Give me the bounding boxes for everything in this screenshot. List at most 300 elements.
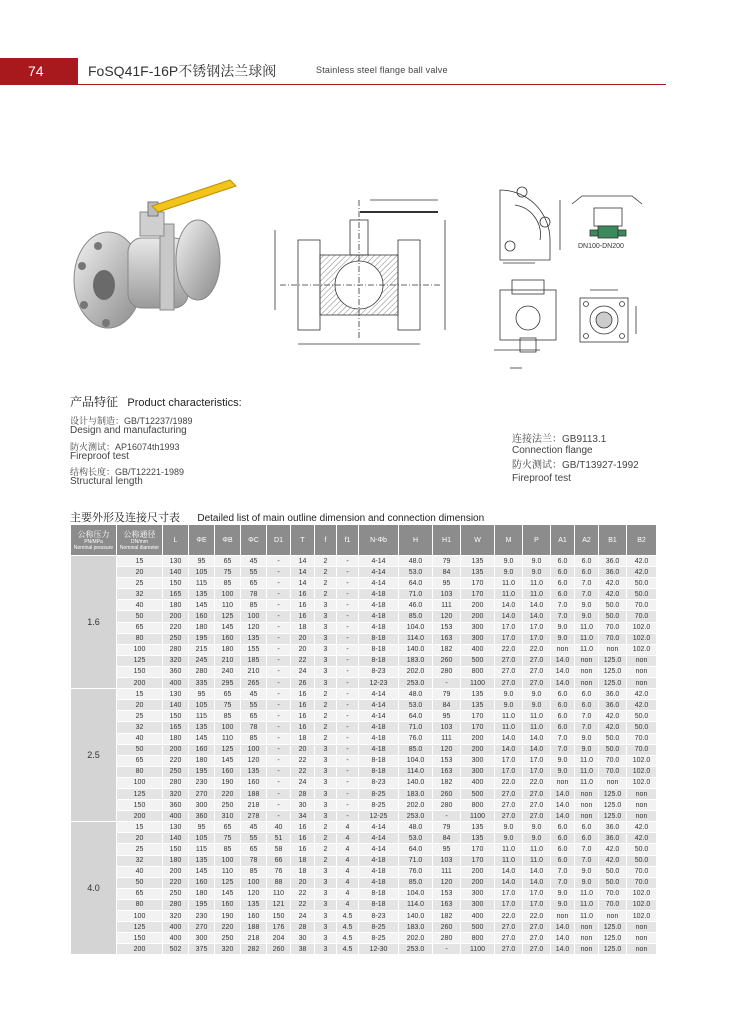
table-cell: 14.0 bbox=[523, 744, 551, 755]
table-cell: - bbox=[267, 777, 291, 788]
table-cell: 1100 bbox=[461, 678, 495, 689]
table-cell: 70.0 bbox=[627, 877, 657, 888]
table-cell: 17.0 bbox=[523, 633, 551, 644]
table-row bbox=[71, 877, 657, 888]
table-cell: non bbox=[575, 800, 599, 811]
header-rule bbox=[78, 84, 666, 85]
diameter-cell: 150 bbox=[117, 800, 163, 811]
table-cell: 28 bbox=[291, 788, 315, 799]
table-cell: 500 bbox=[461, 788, 495, 799]
table-cell: 3 bbox=[315, 611, 337, 622]
table-cell: 320 bbox=[163, 655, 189, 666]
table-cell: non bbox=[627, 678, 657, 689]
table-cell: 11.0 bbox=[575, 766, 599, 777]
dn-header-cn: 公称通径 bbox=[123, 529, 156, 539]
table-cell: 7.0 bbox=[575, 589, 599, 600]
table-cell: 11.0 bbox=[575, 899, 599, 910]
table-body bbox=[71, 556, 657, 955]
table-cell: 9.0 bbox=[575, 611, 599, 622]
table-cell: 280 bbox=[163, 644, 189, 655]
table-cell: 70.0 bbox=[627, 733, 657, 744]
table-cell: 3 bbox=[315, 888, 337, 899]
table-cell: 195 bbox=[189, 633, 215, 644]
table-cell: 170 bbox=[461, 844, 495, 855]
diameter-cell: 200 bbox=[117, 944, 163, 955]
table-cell: 320 bbox=[215, 944, 241, 955]
table-cell: 42.0 bbox=[599, 722, 627, 733]
table-row bbox=[71, 611, 657, 622]
table-cell: 14.0 bbox=[551, 788, 575, 799]
table-cell: 8-18 bbox=[359, 644, 399, 655]
table-cell: non bbox=[575, 666, 599, 677]
table-cell: - bbox=[337, 777, 359, 788]
table-cell: 4-14 bbox=[359, 822, 399, 833]
table-cell: 230 bbox=[189, 777, 215, 788]
table-cell: 100 bbox=[241, 877, 267, 888]
table-cell: 120 bbox=[433, 611, 461, 622]
table-cell: 79 bbox=[433, 556, 461, 567]
table-cell: 102.0 bbox=[627, 644, 657, 655]
table-cell: 24 bbox=[291, 666, 315, 677]
table-cell: 70.0 bbox=[599, 622, 627, 633]
table-cell: 27.0 bbox=[495, 666, 523, 677]
diameter-cell: 150 bbox=[117, 933, 163, 944]
table-cell: 4.5 bbox=[337, 922, 359, 933]
table-cell: 11.0 bbox=[575, 755, 599, 766]
table-cell: 11.0 bbox=[523, 844, 551, 855]
table-cell: - bbox=[267, 722, 291, 733]
table-cell: 125.0 bbox=[599, 811, 627, 822]
table-cell: 53.0 bbox=[399, 567, 433, 578]
table-cell: 12-23 bbox=[359, 678, 399, 689]
characteristics-heading bbox=[70, 393, 242, 410]
dn-header bbox=[117, 525, 163, 556]
table-cell: 195 bbox=[189, 899, 215, 910]
table-cell: 3 bbox=[315, 911, 337, 922]
table-cell: 14.0 bbox=[523, 733, 551, 744]
table-cell: 3 bbox=[315, 933, 337, 944]
table-cell: 16 bbox=[291, 822, 315, 833]
table-cell: 50.0 bbox=[627, 722, 657, 733]
table-cell: 55 bbox=[241, 567, 267, 578]
table-cell: - bbox=[267, 811, 291, 822]
table-cell: 145 bbox=[215, 755, 241, 766]
table-cell: 7.0 bbox=[575, 855, 599, 866]
table-cell: 360 bbox=[163, 666, 189, 677]
table-cell: 53.0 bbox=[399, 700, 433, 711]
table-cell: 76.0 bbox=[399, 866, 433, 877]
table-cell: 14.0 bbox=[551, 944, 575, 955]
table-cell: 120 bbox=[241, 755, 267, 766]
table-cell: 14.0 bbox=[551, 811, 575, 822]
diameter-cell: 50 bbox=[117, 611, 163, 622]
column-header: B1 bbox=[599, 525, 627, 556]
table-cell: 50.0 bbox=[599, 744, 627, 755]
table-cell: 135 bbox=[461, 822, 495, 833]
table-cell: 8-23 bbox=[359, 777, 399, 788]
table-row bbox=[71, 855, 657, 866]
table-cell: 102.0 bbox=[627, 633, 657, 644]
table-cell: 8-18 bbox=[359, 899, 399, 910]
table-cell: 6.0 bbox=[551, 844, 575, 855]
table-row bbox=[71, 666, 657, 677]
table-cell: 125.0 bbox=[599, 655, 627, 666]
table-cell: 190 bbox=[215, 911, 241, 922]
table-cell: 6.0 bbox=[551, 556, 575, 567]
table-cell: non bbox=[551, 777, 575, 788]
table-cell: - bbox=[337, 755, 359, 766]
table-cell: 170 bbox=[461, 578, 495, 589]
table-cell: 58 bbox=[267, 844, 291, 855]
table-cell: 50.0 bbox=[627, 711, 657, 722]
table-cell: 4 bbox=[337, 844, 359, 855]
table-cell: - bbox=[337, 722, 359, 733]
table-cell: 375 bbox=[189, 944, 215, 955]
table-cell: 71.0 bbox=[399, 855, 433, 866]
table-cell: - bbox=[337, 578, 359, 589]
table-row bbox=[71, 922, 657, 933]
flange-range-label: DN100-DN200 bbox=[578, 243, 624, 250]
table-cell: 11.0 bbox=[495, 855, 523, 866]
table-cell: 125.0 bbox=[599, 933, 627, 944]
table-cell: 150 bbox=[163, 711, 189, 722]
table-cell: 3 bbox=[315, 866, 337, 877]
table-cell: 2 bbox=[315, 689, 337, 700]
table-cell: 102.0 bbox=[627, 622, 657, 633]
table-cell: 14.0 bbox=[523, 611, 551, 622]
table-row bbox=[71, 766, 657, 777]
table-cell: 245 bbox=[189, 655, 215, 666]
table-cell: 8-23 bbox=[359, 911, 399, 922]
table-cell: 3 bbox=[315, 600, 337, 611]
table-cell: 9.0 bbox=[551, 766, 575, 777]
table-cell: 24 bbox=[291, 777, 315, 788]
table-cell: - bbox=[267, 644, 291, 655]
table-cell: - bbox=[267, 711, 291, 722]
table-cell: 65 bbox=[215, 689, 241, 700]
table-cell: 9.0 bbox=[523, 689, 551, 700]
table-row bbox=[71, 644, 657, 655]
table-cell: 9.0 bbox=[575, 744, 599, 755]
table-cell: 125 bbox=[215, 744, 241, 755]
fire-spec-2-en: Fireproof test bbox=[512, 473, 571, 484]
table-cell: 14.0 bbox=[495, 744, 523, 755]
connection-spec-en: Connection flange bbox=[512, 445, 593, 456]
table-cell: 125.0 bbox=[599, 678, 627, 689]
table-row bbox=[71, 844, 657, 855]
column-header: B2 bbox=[627, 525, 657, 556]
table-cell: 3 bbox=[315, 678, 337, 689]
table-cell: 7.0 bbox=[575, 578, 599, 589]
table-cell: 9.0 bbox=[575, 877, 599, 888]
table-cell: 1100 bbox=[461, 944, 495, 955]
table-cell: 125 bbox=[215, 611, 241, 622]
table-cell: 140 bbox=[163, 567, 189, 578]
table-cell: 79 bbox=[433, 822, 461, 833]
table-cell: - bbox=[337, 711, 359, 722]
table-cell: 125.0 bbox=[599, 666, 627, 677]
design-spec-en: Design and manufacturing bbox=[70, 425, 187, 436]
table-cell: 3 bbox=[315, 800, 337, 811]
table-cell: non bbox=[627, 800, 657, 811]
table-cell: 6.0 bbox=[575, 567, 599, 578]
table-cell: - bbox=[337, 766, 359, 777]
table-cell: non bbox=[627, 655, 657, 666]
table-cell: 160 bbox=[215, 633, 241, 644]
table-cell: 26 bbox=[291, 678, 315, 689]
table-cell: 140.0 bbox=[399, 644, 433, 655]
table-row bbox=[71, 866, 657, 877]
diameter-cell: 15 bbox=[117, 689, 163, 700]
table-cell: 9.0 bbox=[551, 633, 575, 644]
table-cell: 2 bbox=[315, 589, 337, 600]
table-cell: 4-14 bbox=[359, 567, 399, 578]
table-cell: 8-23 bbox=[359, 666, 399, 677]
table-cell: 6.0 bbox=[551, 711, 575, 722]
table-cell: 160 bbox=[241, 777, 267, 788]
table-cell: 8-18 bbox=[359, 888, 399, 899]
table-cell: 300 bbox=[461, 899, 495, 910]
table-cell: 200 bbox=[461, 611, 495, 622]
table-cell: 153 bbox=[433, 755, 461, 766]
table-cell: 280 bbox=[433, 800, 461, 811]
table-cell: 18 bbox=[291, 855, 315, 866]
table-cell: 48.0 bbox=[399, 556, 433, 567]
bracket-drawing bbox=[572, 196, 642, 238]
table-cell: 163 bbox=[433, 766, 461, 777]
table-cell: 6.0 bbox=[575, 689, 599, 700]
dn-header-unit: DN/mm bbox=[131, 538, 148, 545]
fire-spec-cn: 防火测试：AP16074th1993 bbox=[70, 442, 180, 452]
table-cell: 400 bbox=[163, 922, 189, 933]
table-cell: 85.0 bbox=[399, 611, 433, 622]
table-cell: 500 bbox=[461, 655, 495, 666]
table-cell: 70.0 bbox=[599, 755, 627, 766]
table-cell: - bbox=[267, 567, 291, 578]
table-row bbox=[71, 567, 657, 578]
table-cell: 8-25 bbox=[359, 922, 399, 933]
table-cell: - bbox=[337, 556, 359, 567]
table-heading bbox=[70, 509, 484, 525]
table-cell: 140.0 bbox=[399, 911, 433, 922]
table-cell: 103 bbox=[433, 722, 461, 733]
table-row bbox=[71, 689, 657, 700]
table-cell: 4-18 bbox=[359, 622, 399, 633]
table-cell: 11.0 bbox=[575, 633, 599, 644]
table-cell: 111 bbox=[433, 866, 461, 877]
table-cell: 188 bbox=[241, 922, 267, 933]
table-cell: 188 bbox=[241, 788, 267, 799]
table-cell: non bbox=[627, 944, 657, 955]
table-cell: 125.0 bbox=[599, 788, 627, 799]
column-header: A2 bbox=[575, 525, 599, 556]
table-cell: 121 bbox=[267, 899, 291, 910]
table-cell: 100 bbox=[241, 611, 267, 622]
table-cell: 145 bbox=[215, 622, 241, 633]
table-cell: 95 bbox=[433, 711, 461, 722]
diameter-cell: 65 bbox=[117, 755, 163, 766]
table-cell: 16 bbox=[291, 722, 315, 733]
table-cell: 104.0 bbox=[399, 755, 433, 766]
table-cell: 270 bbox=[189, 788, 215, 799]
table-cell: 9.0 bbox=[495, 567, 523, 578]
table-cell: 7.0 bbox=[551, 611, 575, 622]
table-cell: 9.0 bbox=[551, 899, 575, 910]
table-cell: 17.0 bbox=[523, 622, 551, 633]
column-header: N-Φb bbox=[359, 525, 399, 556]
table-cell: - bbox=[267, 700, 291, 711]
table-cell: - bbox=[433, 678, 461, 689]
diameter-cell: 40 bbox=[117, 600, 163, 611]
table-cell: 14.0 bbox=[495, 611, 523, 622]
table-cell: 240 bbox=[215, 666, 241, 677]
table-cell: 9.0 bbox=[495, 822, 523, 833]
table-cell: non bbox=[599, 777, 627, 788]
table-cell: 105 bbox=[189, 833, 215, 844]
table-cell: 27.0 bbox=[495, 800, 523, 811]
table-cell: 4 bbox=[337, 866, 359, 877]
diameter-cell: 125 bbox=[117, 922, 163, 933]
table-cell: 3 bbox=[315, 622, 337, 633]
table-cell: 14 bbox=[291, 556, 315, 567]
table-header-row bbox=[71, 525, 657, 556]
table-cell: 400 bbox=[461, 911, 495, 922]
table-cell: - bbox=[337, 567, 359, 578]
diameter-cell: 15 bbox=[117, 556, 163, 567]
table-cell: 335 bbox=[189, 678, 215, 689]
table-cell: 38 bbox=[291, 944, 315, 955]
table-cell: 202.0 bbox=[399, 800, 433, 811]
table-cell: 170 bbox=[461, 589, 495, 600]
diameter-cell: 100 bbox=[117, 777, 163, 788]
table-cell: 17.0 bbox=[495, 899, 523, 910]
table-cell: 4 bbox=[337, 877, 359, 888]
diameter-cell: 32 bbox=[117, 722, 163, 733]
table-cell: 800 bbox=[461, 666, 495, 677]
table-cell: 48.0 bbox=[399, 822, 433, 833]
table-cell: 8-18 bbox=[359, 655, 399, 666]
table-cell: - bbox=[267, 655, 291, 666]
table-row bbox=[71, 888, 657, 899]
table-cell: 70.0 bbox=[599, 766, 627, 777]
table-cell: 4.5 bbox=[337, 911, 359, 922]
table-cell: 4-14 bbox=[359, 711, 399, 722]
table-title-en: Detailed list of main outline dimension and connection dimension bbox=[197, 513, 485, 524]
table-cell: - bbox=[337, 666, 359, 677]
table-cell: 4.5 bbox=[337, 933, 359, 944]
table-cell: 27.0 bbox=[495, 922, 523, 933]
table-cell: 120 bbox=[241, 888, 267, 899]
table-cell: 45 bbox=[241, 689, 267, 700]
table-cell: 11.0 bbox=[575, 644, 599, 655]
table-cell: 280 bbox=[163, 777, 189, 788]
table-cell: 27.0 bbox=[523, 811, 551, 822]
table-cell: 11.0 bbox=[495, 844, 523, 855]
table-cell: 9.0 bbox=[575, 866, 599, 877]
table-cell: 182 bbox=[433, 777, 461, 788]
table-cell: 9.0 bbox=[523, 700, 551, 711]
table-cell: 250 bbox=[163, 633, 189, 644]
table-cell: 70.0 bbox=[599, 633, 627, 644]
characteristics-title-cn: 产品特征 bbox=[70, 395, 119, 409]
table-row bbox=[71, 944, 657, 955]
table-cell: - bbox=[433, 944, 461, 955]
table-cell: 36.0 bbox=[599, 822, 627, 833]
table-cell: 110 bbox=[215, 733, 241, 744]
table-cell: 85 bbox=[215, 711, 241, 722]
table-cell: 6.0 bbox=[551, 822, 575, 833]
table-cell: 114.0 bbox=[399, 766, 433, 777]
table-cell: 27.0 bbox=[523, 933, 551, 944]
dimension-table bbox=[70, 524, 656, 955]
table-cell: 55 bbox=[241, 700, 267, 711]
table-cell: non bbox=[575, 788, 599, 799]
length-spec bbox=[70, 467, 184, 487]
table-cell: 3 bbox=[315, 777, 337, 788]
table-cell: 7.0 bbox=[575, 844, 599, 855]
table-cell: 42.0 bbox=[627, 822, 657, 833]
table-cell: 135 bbox=[461, 689, 495, 700]
table-cell: 2 bbox=[315, 844, 337, 855]
table-cell: 70.0 bbox=[627, 744, 657, 755]
table-cell: 70.0 bbox=[627, 611, 657, 622]
table-cell: 64.0 bbox=[399, 711, 433, 722]
diameter-cell: 20 bbox=[117, 833, 163, 844]
table-cell: 250 bbox=[215, 933, 241, 944]
table-cell: 170 bbox=[461, 855, 495, 866]
table-cell: 800 bbox=[461, 933, 495, 944]
table-cell: 22.0 bbox=[495, 644, 523, 655]
table-cell: 4-18 bbox=[359, 600, 399, 611]
table-cell: 11.0 bbox=[523, 722, 551, 733]
table-cell: 70.0 bbox=[627, 866, 657, 877]
table-cell: 34 bbox=[291, 811, 315, 822]
table-row bbox=[71, 822, 657, 833]
table-cell: 6.0 bbox=[551, 567, 575, 578]
table-cell: 84 bbox=[433, 833, 461, 844]
diameter-cell: 32 bbox=[117, 589, 163, 600]
table-cell: 114.0 bbox=[399, 633, 433, 644]
table-cell: 145 bbox=[189, 600, 215, 611]
table-cell: - bbox=[267, 600, 291, 611]
table-cell: - bbox=[267, 578, 291, 589]
diameter-cell: 25 bbox=[117, 578, 163, 589]
table-row bbox=[71, 733, 657, 744]
table-cell: 70.0 bbox=[599, 888, 627, 899]
table-cell: 85 bbox=[241, 866, 267, 877]
table-cell: 36.0 bbox=[599, 689, 627, 700]
table-cell: 280 bbox=[189, 666, 215, 677]
table-cell: 75 bbox=[215, 700, 241, 711]
table-cell: 85 bbox=[241, 733, 267, 744]
table-cell: 125.0 bbox=[599, 922, 627, 933]
table-cell: - bbox=[337, 788, 359, 799]
table-cell: 210 bbox=[215, 655, 241, 666]
table-cell: 14 bbox=[291, 578, 315, 589]
pn-header-en: Nominal pressure bbox=[73, 544, 114, 551]
table-cell: 45 bbox=[241, 822, 267, 833]
table-cell: 3 bbox=[315, 655, 337, 666]
table-cell: 114.0 bbox=[399, 899, 433, 910]
table-cell: 153 bbox=[433, 622, 461, 633]
diameter-cell: 200 bbox=[117, 678, 163, 689]
table-cell: - bbox=[267, 744, 291, 755]
table-cell: 28 bbox=[291, 922, 315, 933]
table-cell: 18 bbox=[291, 866, 315, 877]
table-cell: 16 bbox=[291, 844, 315, 855]
column-header: T bbox=[291, 525, 315, 556]
table-cell: 50.0 bbox=[599, 611, 627, 622]
